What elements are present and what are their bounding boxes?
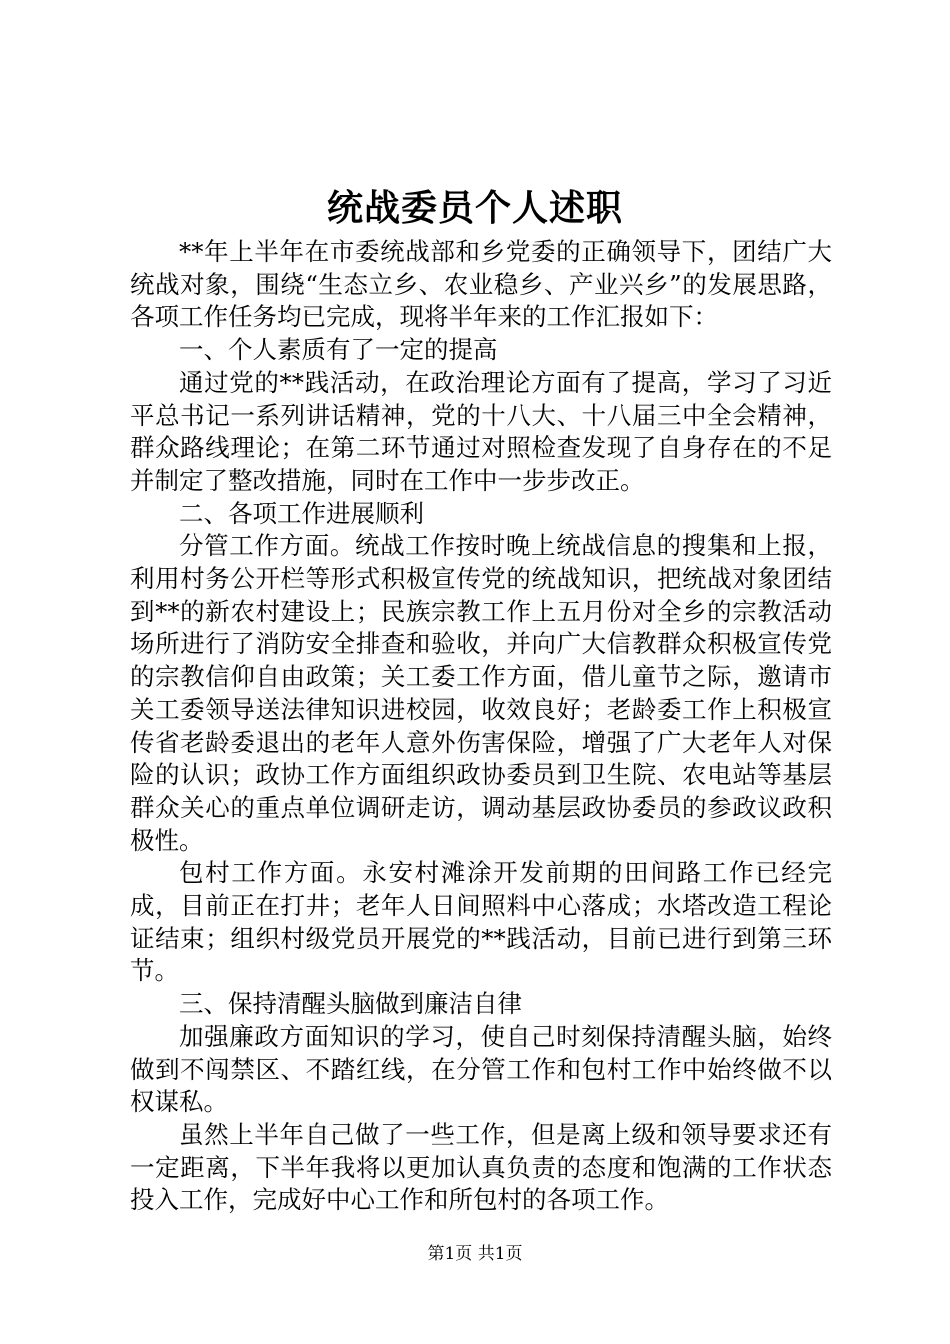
page-footer: 第1页 共1页 — [427, 1244, 523, 1264]
paragraph-section-1: 通过党的**践活动，在政治理论方面有了提高，学习了习近平总书记一系列讲话精神，党的十八大、十八届三中全会精神，群众路线理论；在第二环节通过对照检查发现了自身存在的不足并制定了整改措施，同时在工作中一步步改正。 — [130, 367, 832, 495]
paragraph-closing: 虽然上半年自己做了一些工作，但是离上级和领导要求还有一定距离，下半年我将以更加认真负责的态度和饱满的工作状态投入工作，完成好中心工作和所包村的各项工作。 — [130, 1119, 832, 1215]
paragraph-section-2-a: 分管工作方面。统战工作按时晚上统战信息的搜集和上报，利用村务公开栏等形式积极宣传党的统战知识，把统战对象团结到**的新农村建设上；民族宗教工作上五月份对全乡的宗教活动场所进行了消防安全排查和验收，并向广大信教群众积极宣传党的宗教信仰自由政策；关工委工作方面，借儿童节之际，邀请市关工委领导送法律知识进校园，收效良好；老龄委工作上积极宣传省老龄委退出的老年人意外伤害保险，增强了广大老年人对保险的认识；政协工作方面组织政协委员到卫生院、农电站等基层群众关心的重点单位调研走访，调动基层政协委员的参政议政积极性。 — [130, 531, 832, 855]
paragraph-section-3: 加强廉政方面知识的学习，使自己时刻保持清醒头脑，始终做到不闯禁区、不踏红线，在分管工作和包村工作中始终做不以权谋私。 — [130, 1021, 832, 1117]
paragraph-intro: **年上半年在市委统战部和乡党委的正确领导下，团结广大统战对象，围绕“生态立乡、农业稳乡、产业兴乡”的发展思路，各项工作任务均已完成，现将半年来的工作汇报如下： — [130, 237, 832, 332]
section-heading-3: 三、保持清醒头脑做到廉洁自律 — [179, 989, 522, 1019]
section-heading-1: 一、个人素质有了一定的提高 — [179, 335, 498, 365]
document-title: 统战委员个人述职 — [326, 187, 623, 229]
section-heading-2: 二、各项工作进展顺利 — [179, 498, 424, 528]
paragraph-section-2-b: 包村工作方面。永安村滩涂开发前期的田间路工作已经完成，目前正在打井；老年人日间照料中心落成；水塔改造工程论证结束；组织村级党员开展党的**践活动，目前已进行到第三环节。 — [130, 858, 832, 986]
document-body — [130, 236, 832, 1217]
